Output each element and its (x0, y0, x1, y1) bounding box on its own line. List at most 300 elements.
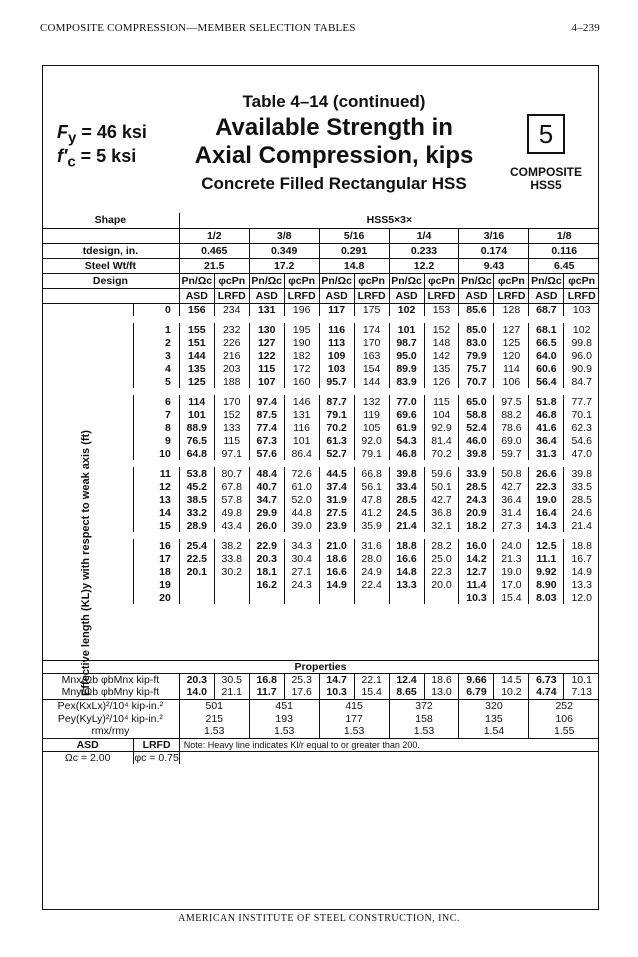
asd-header: ASD (459, 288, 494, 303)
kl-value: 7 (134, 408, 179, 421)
table-cell: 30.2 (214, 565, 249, 578)
table-cell: 77.7 (564, 395, 599, 408)
thickness-header: 1/4 (389, 228, 459, 243)
table-cell: 24.3 (459, 493, 494, 506)
fc-label: $f'_c = 5$ ksi (57, 146, 137, 171)
table-cell: 44.5 (319, 467, 354, 480)
lrfd-header: LRFD (494, 288, 529, 303)
table-cell (319, 591, 354, 604)
table-cell: 67.3 (249, 434, 284, 447)
table-cell: 127 (494, 323, 529, 336)
table-cell: 14.2 (459, 552, 494, 565)
table-cell: 48.4 (249, 467, 284, 480)
table-cell: 35.9 (354, 519, 389, 532)
weight-value: 6.45 (529, 258, 599, 273)
lrfd-header: LRFD (564, 288, 599, 303)
asd-header: ASD (179, 288, 214, 303)
mnx-value: 18.6 (424, 673, 459, 686)
tdesign-value: 0.291 (319, 243, 389, 258)
table-cell: 70.2 (319, 421, 354, 434)
table-cell: 34.7 (249, 493, 284, 506)
table-cell: 12.5 (529, 539, 564, 552)
pex-value: 252 (529, 699, 599, 712)
table-cell: 97.1 (214, 447, 249, 460)
table-cell: 22.3 (529, 480, 564, 493)
table-cell: 12.7 (459, 565, 494, 578)
table-cell (249, 591, 284, 604)
table-cell: 33.5 (564, 480, 599, 493)
kl-value: 20 (134, 591, 179, 604)
mny-value: 15.4 (354, 686, 389, 699)
table-cell: 102 (564, 323, 599, 336)
weight-value: 12.2 (389, 258, 459, 273)
table-cell: 127 (249, 336, 284, 349)
kl-value: 12 (134, 480, 179, 493)
table-cell: 131 (249, 303, 284, 316)
table-cell: 130 (249, 323, 284, 336)
table-cell: 16.6 (319, 565, 354, 578)
table-cell: 97.5 (494, 395, 529, 408)
table-cell: 85.0 (459, 323, 494, 336)
properties-label: Properties (42, 660, 599, 673)
table-cell: 14.8 (389, 565, 424, 578)
mnx-value: 14.5 (494, 673, 529, 686)
pey-label: Pey(KyLy)²/10⁴ kip-in.² (57, 712, 163, 725)
table-cell: 24.6 (564, 506, 599, 519)
table-cell: 20.0 (424, 578, 459, 591)
table-cell: 170 (354, 336, 389, 349)
lrfd-header: LRFD (424, 288, 459, 303)
tdesign-value: 0.465 (179, 243, 249, 258)
mny-value: 14.0 (179, 686, 214, 699)
tdesign-value: 0.174 (459, 243, 529, 258)
pex-value: 451 (249, 699, 319, 712)
table-cell: 97.4 (249, 395, 284, 408)
table-cell: 33.2 (179, 506, 214, 519)
table-cell: 28.5 (459, 480, 494, 493)
table-cell: 95.7 (319, 375, 354, 388)
table-cell: 14.9 (319, 578, 354, 591)
running-head (40, 22, 600, 34)
table-cell: 49.8 (214, 506, 249, 519)
table-cell: 132 (354, 395, 389, 408)
table-cell: 175 (354, 303, 389, 316)
table-cell: 114 (494, 362, 529, 375)
table-cell: 135 (179, 362, 214, 375)
table-cell: 128 (494, 303, 529, 316)
table-cell: 33.9 (459, 467, 494, 480)
table-cell: 51.8 (529, 395, 564, 408)
mny-value: 13.0 (424, 686, 459, 699)
thickness-header: 1/2 (179, 228, 249, 243)
table-cell: 103 (319, 362, 354, 375)
table-cell: 156 (179, 303, 214, 316)
kl-value: 11 (134, 467, 179, 480)
pey-value: 193 (249, 712, 319, 725)
shape-label: Shape (42, 213, 179, 228)
table-cell: 117 (319, 303, 354, 316)
table-cell: 9.92 (529, 565, 564, 578)
table-cell: 60.6 (529, 362, 564, 375)
table-cell: 67.8 (214, 480, 249, 493)
table-cell: 109 (319, 349, 354, 362)
kl-value: 13 (134, 493, 179, 506)
mny-value: 7.13 (564, 686, 599, 699)
table-cell: 57.6 (249, 447, 284, 460)
table-cell: 14.9 (564, 565, 599, 578)
table-cell: 39.8 (564, 467, 599, 480)
table-cell: 152 (424, 323, 459, 336)
pn-asd-header: Pn/Ωc (249, 273, 284, 288)
table-cell: 24.5 (389, 506, 424, 519)
table-cell: 28.5 (564, 493, 599, 506)
table-cell: 234 (214, 303, 249, 316)
mnx-value: 12.4 (389, 673, 424, 686)
mnx-value: 14.7 (319, 673, 354, 686)
table-cell: 25.0 (424, 552, 459, 565)
table-cell: 107 (249, 375, 284, 388)
table-cell: 21.0 (319, 539, 354, 552)
table-cell: 52.0 (284, 493, 319, 506)
table-cell: 41.2 (354, 506, 389, 519)
table-cell: 26.0 (249, 519, 284, 532)
table-header (43, 66, 598, 214)
pex-value: 501 (179, 699, 249, 712)
table-cell: 104 (424, 408, 459, 421)
kl-value: 9 (134, 434, 179, 447)
table-cell: 103 (564, 303, 599, 316)
pey-value: 177 (319, 712, 389, 725)
table-cell: 43.4 (214, 519, 249, 532)
table-cell (354, 591, 389, 604)
thickness-header: 3/16 (459, 228, 529, 243)
table-cell: 13.3 (564, 578, 599, 591)
table-cell: 115 (424, 395, 459, 408)
table-cell: 31.9 (319, 493, 354, 506)
asd-header: ASD (529, 288, 564, 303)
table-cell: 32.1 (424, 519, 459, 532)
pey-value: 135 (459, 712, 529, 725)
table-cell (214, 578, 249, 591)
table-cell: 17.0 (494, 578, 529, 591)
table-cell: 196 (284, 303, 319, 316)
table-cell: 226 (214, 336, 249, 349)
table-cell: 106 (494, 375, 529, 388)
table-cell (284, 591, 319, 604)
composite-label: COMPOSITE HSS5 (509, 165, 582, 192)
pex-value: 320 (459, 699, 529, 712)
table-cell: 20.9 (459, 506, 494, 519)
table-cell: 83.0 (459, 336, 494, 349)
table-cell: 83.9 (389, 375, 424, 388)
table-cell: 24.0 (494, 539, 529, 552)
table-cell: 64.0 (529, 349, 564, 362)
table-cell: 125 (494, 336, 529, 349)
table-cell: 84.7 (564, 375, 599, 388)
rmx-value: 1.53 (179, 725, 249, 738)
kl-value: 6 (134, 395, 179, 408)
table-cell: 151 (179, 336, 214, 349)
table-cell: 38.5 (179, 493, 214, 506)
table-cell: 33.8 (214, 552, 249, 565)
table-cell: 81.4 (424, 434, 459, 447)
table-cell: 87.5 (249, 408, 284, 421)
weight-value: 17.2 (249, 258, 319, 273)
kl-value: 5 (134, 375, 179, 388)
table-cell: 101 (179, 408, 214, 421)
pex-value: 372 (389, 699, 459, 712)
omega-value: Ωc = 2.00 (42, 751, 134, 764)
mnx-value: 30.5 (214, 673, 249, 686)
table-cell: 69.6 (389, 408, 424, 421)
mnx-value: 20.3 (179, 673, 214, 686)
table-cell: 170 (214, 395, 249, 408)
table-cell: 99.8 (564, 336, 599, 349)
footer: AMERICAN INSTITUTE OF STEEL CONSTRUCTION, INC. (178, 913, 460, 924)
mny-label: Mny/Ωb φbMny kip-ft (61, 686, 160, 699)
pn-asd-header: Pn/Ωc (529, 273, 564, 288)
table-cell: 36.4 (529, 434, 564, 447)
rmx-value: 1.54 (459, 725, 529, 738)
kl-value: 1 (134, 323, 179, 336)
mny-value: 17.6 (284, 686, 319, 699)
table-cell: 115 (214, 434, 249, 447)
mnx-label: Mnx/Ωb φbMnx kip-ft (42, 673, 179, 686)
table-cell: 42.7 (494, 480, 529, 493)
table-cell: 22.4 (354, 578, 389, 591)
lrfd-header: LRFD (284, 288, 319, 303)
rmx-value: 1.53 (249, 725, 319, 738)
table-cell: 95.0 (389, 349, 424, 362)
table-cell: 61.0 (284, 480, 319, 493)
table-cell: 80.7 (214, 467, 249, 480)
table-cell: 68.7 (529, 303, 564, 316)
table-cell: 38.2 (214, 539, 249, 552)
table-cell: 45.2 (179, 480, 214, 493)
table-cell: 96.0 (564, 349, 599, 362)
vertical-axis-label: Effective length (KL)y with respect to weak axis (ft) (80, 430, 92, 696)
design-label: Design (42, 273, 179, 288)
tdesign-label: tdesign, in. (42, 243, 179, 258)
rmx-value: 1.55 (529, 725, 599, 738)
table-cell: 66.5 (529, 336, 564, 349)
table-cell: 86.4 (284, 447, 319, 460)
table-cell: 16.0 (459, 539, 494, 552)
table-cell: 52.4 (459, 421, 494, 434)
kl-value: 2 (134, 336, 179, 349)
table-cell: 18.8 (389, 539, 424, 552)
tdesign-value: 0.349 (249, 243, 319, 258)
shape-name: HSS5×3× (179, 213, 599, 228)
table-cell (389, 591, 424, 604)
rmx-value: 1.53 (319, 725, 389, 738)
mnx-value: 16.8 (249, 673, 284, 686)
kl-value: 18 (134, 565, 179, 578)
table-cell: 24.9 (354, 565, 389, 578)
kl-value: 16 (134, 539, 179, 552)
table-cell: 62.3 (564, 421, 599, 434)
pn-asd-header: Pn/Ωc (459, 273, 494, 288)
table-cell: 20.3 (249, 552, 284, 565)
table-cell: 26.6 (529, 467, 564, 480)
table-cell: 25.4 (179, 539, 214, 552)
table-cell: 18.8 (564, 539, 599, 552)
table-cell: 144 (179, 349, 214, 362)
table-cell: 92.9 (424, 421, 459, 434)
table-cell: 34.3 (284, 539, 319, 552)
table-cell: 22.5 (179, 552, 214, 565)
mnx-value: 10.1 (564, 673, 599, 686)
table-cell: 28.9 (179, 519, 214, 532)
asd-label: ASD (42, 738, 134, 751)
table-title-line1: Available Strength in (215, 114, 453, 141)
table-cell: 61.9 (389, 421, 424, 434)
table-cell: 50.8 (494, 467, 529, 480)
table-cell: 50.1 (424, 480, 459, 493)
table-cell: 11.1 (529, 552, 564, 565)
table-cell: 36.4 (494, 493, 529, 506)
table-cell: 36.8 (424, 506, 459, 519)
table-cell: 27.5 (319, 506, 354, 519)
table-cell: 89.9 (389, 362, 424, 375)
table-cell: 21.3 (494, 552, 529, 565)
mny-value: 21.1 (214, 686, 249, 699)
kl-value: 0 (134, 303, 179, 316)
tdesign-value: 0.116 (529, 243, 599, 258)
table-cell: 24.3 (284, 578, 319, 591)
table-cell: 133 (214, 421, 249, 434)
kl-value: 17 (134, 552, 179, 565)
mny-value: 6.79 (459, 686, 494, 699)
pex-value: 415 (319, 699, 389, 712)
kl-value: 14 (134, 506, 179, 519)
table-cell: 15.4 (494, 591, 529, 604)
mny-value: 11.7 (249, 686, 284, 699)
table-cell: 79.1 (319, 408, 354, 421)
table-cell: 27.1 (284, 565, 319, 578)
weight-value: 21.5 (179, 258, 249, 273)
table-cell: 19.0 (529, 493, 564, 506)
table-cell: 21.4 (389, 519, 424, 532)
thickness-header: 1/8 (529, 228, 599, 243)
table-cell: 122 (249, 349, 284, 362)
table-cell: 8.03 (529, 591, 564, 604)
asd-header: ASD (249, 288, 284, 303)
fy-label: $F_y = 46$ ksi (57, 122, 147, 147)
strength-table (42, 213, 599, 764)
asd-header: ASD (389, 288, 424, 303)
table-cell: 182 (284, 349, 319, 362)
mnx-value: 6.73 (529, 673, 564, 686)
kl-value: 19 (134, 578, 179, 591)
table-cell (179, 591, 214, 604)
pn-lrfd-header: φcPn (214, 273, 249, 288)
pn-lrfd-header: φcPn (494, 273, 529, 288)
table-cell: 8.90 (529, 578, 564, 591)
table-cell: 163 (354, 349, 389, 362)
table-cell: 16.2 (249, 578, 284, 591)
table-cell (179, 578, 214, 591)
table-cell: 28.0 (354, 552, 389, 565)
table-cell: 42.7 (424, 493, 459, 506)
table-cell: 56.4 (529, 375, 564, 388)
table-cell: 113 (319, 336, 354, 349)
table-cell: 65.0 (459, 395, 494, 408)
kl-value: 15 (134, 519, 179, 532)
note: Note: Heavy line indicates Kl/r equal to or greater than 200. (179, 738, 599, 751)
pn-lrfd-header: φcPn (354, 273, 389, 288)
table-cell: 16.7 (564, 552, 599, 565)
table-cell: 88.9 (179, 421, 214, 434)
weight-value: 14.8 (319, 258, 389, 273)
asd-header: ASD (319, 288, 354, 303)
mnx-value: 9.66 (459, 673, 494, 686)
table-cell: 33.4 (389, 480, 424, 493)
table-cell: 11.4 (459, 578, 494, 591)
table-cell: 155 (179, 323, 214, 336)
mny-value: 8.65 (389, 686, 424, 699)
table-cell: 90.9 (564, 362, 599, 375)
table-cell: 57.8 (214, 493, 249, 506)
table-cell: 70.7 (459, 375, 494, 388)
lrfd-header: LRFD (214, 288, 249, 303)
table-cell: 28.5 (389, 493, 424, 506)
table-cell: 27.3 (494, 519, 529, 532)
table-title-line2: Axial Compression, kips (194, 142, 474, 169)
table-cell: 77.4 (249, 421, 284, 434)
table-cell: 22.9 (249, 539, 284, 552)
table-cell: 232 (214, 323, 249, 336)
table-cell: 144 (354, 375, 389, 388)
table-cell: 31.4 (494, 506, 529, 519)
weight-value: 9.43 (459, 258, 529, 273)
table-cell: 46.0 (459, 434, 494, 447)
table-cell: 59.6 (424, 467, 459, 480)
pey-value: 215 (179, 712, 249, 725)
table-cell: 22.3 (424, 565, 459, 578)
pn-lrfd-header: φcPn (424, 273, 459, 288)
table-cell: 79.1 (354, 447, 389, 460)
table-cell: 30.4 (284, 552, 319, 565)
table-cell: 116 (319, 323, 354, 336)
table-cell: 16.6 (389, 552, 424, 565)
table-cell: 61.3 (319, 434, 354, 447)
kl-value: 3 (134, 349, 179, 362)
table-cell: 115 (249, 362, 284, 375)
table-cell: 46.8 (529, 408, 564, 421)
table-cell: 54.6 (564, 434, 599, 447)
running-head-title: COMPOSITE COMPRESSION—MEMBER SELECTION TABLES (40, 22, 356, 34)
pex-label: Pex(KxLx)²/10⁴ kip-in.² (42, 699, 179, 712)
table-cell: 23.9 (319, 519, 354, 532)
table-cell: 77.0 (389, 395, 424, 408)
table-cell: 68.1 (529, 323, 564, 336)
table-cell (214, 591, 249, 604)
pn-lrfd-header: φcPn (284, 273, 319, 288)
table-cell: 131 (284, 408, 319, 421)
kl-value: 8 (134, 421, 179, 434)
table-cell: 160 (284, 375, 319, 388)
table-cell: 44.8 (284, 506, 319, 519)
table-cell: 70.2 (424, 447, 459, 460)
table-cell: 79.9 (459, 349, 494, 362)
table-cell: 54.3 (389, 434, 424, 447)
table-number: Table 4–14 (continued) (242, 92, 426, 111)
table-cell: 85.6 (459, 303, 494, 316)
table-cell: 120 (494, 349, 529, 362)
table-cell: 53.8 (179, 467, 214, 480)
mny-value: 10.3 (319, 686, 354, 699)
